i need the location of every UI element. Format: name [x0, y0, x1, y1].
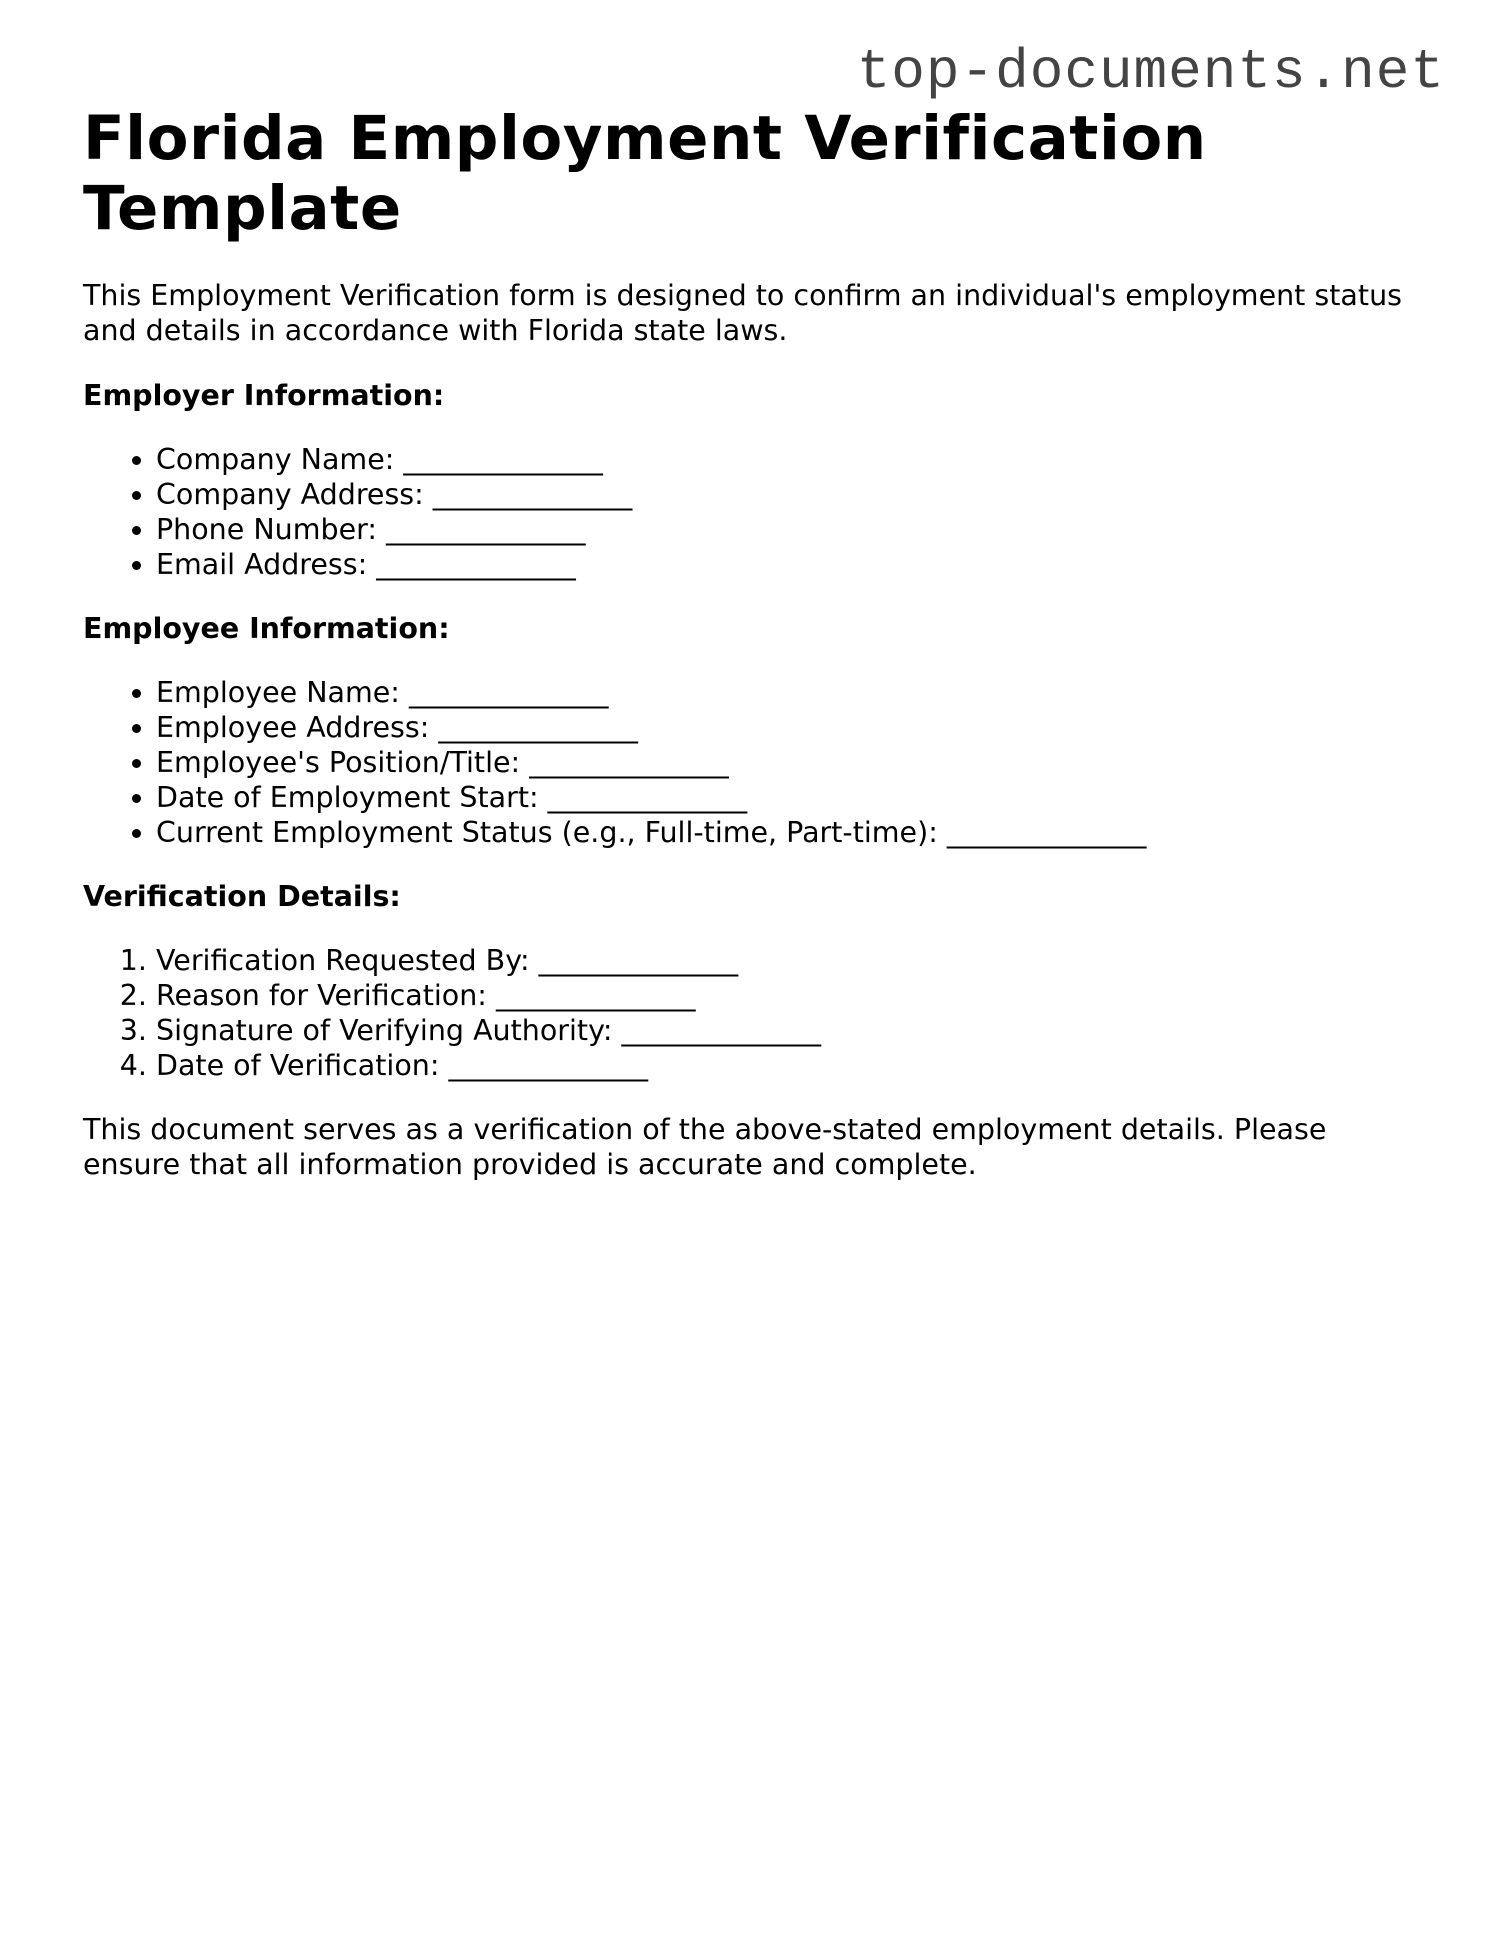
document-title: Florida Employment Verification Template: [83, 103, 1207, 244]
list-item: 1. Verification Requested By: ______________: [156, 943, 1403, 978]
verification-details-list: [83, 943, 1403, 1083]
list-item: • Employee's Position/Title: ______________: [156, 745, 1403, 780]
list-item: • Phone Number: ______________: [156, 512, 1403, 547]
employee-info-list: [83, 675, 1403, 850]
verification-section-heading: Verification Details:: [83, 880, 401, 913]
employer-section-heading: Employer Information:: [83, 379, 445, 412]
closing-paragraph: This document serves as a verification of the above-stated employment details. Please ensure that all information provided is accurate and complete.: [83, 1113, 1327, 1181]
list-item: 4. Date of Verification: ______________: [156, 1048, 1403, 1083]
employer-info-list: [83, 442, 1403, 582]
intro-paragraph: This Employment Verification form is designed to confirm an individual's employment status and details in accordance with Florida state laws.: [83, 279, 1402, 347]
list-item: • Current Employment Status (e.g., Full-time, Part-time): ______________: [156, 815, 1403, 850]
list-item: • Date of Employment Start: ______________: [156, 780, 1403, 815]
list-item: 3. Signature of Verifying Authority: ______________: [156, 1013, 1403, 1048]
employee-section-heading: Employee Information:: [83, 612, 450, 645]
list-item: • Company Name: ______________: [156, 442, 1403, 477]
list-item: • Company Address: ______________: [156, 477, 1403, 512]
list-item: • Employee Address: ______________: [156, 710, 1403, 745]
site-watermark: top-documents.net: [856, 40, 1445, 104]
list-item: 2. Reason for Verification: ______________: [156, 978, 1403, 1013]
list-item: • Email Address: ______________: [156, 547, 1403, 582]
document-body: [83, 104, 1403, 1182]
list-item: • Employee Name: ______________: [156, 675, 1403, 710]
